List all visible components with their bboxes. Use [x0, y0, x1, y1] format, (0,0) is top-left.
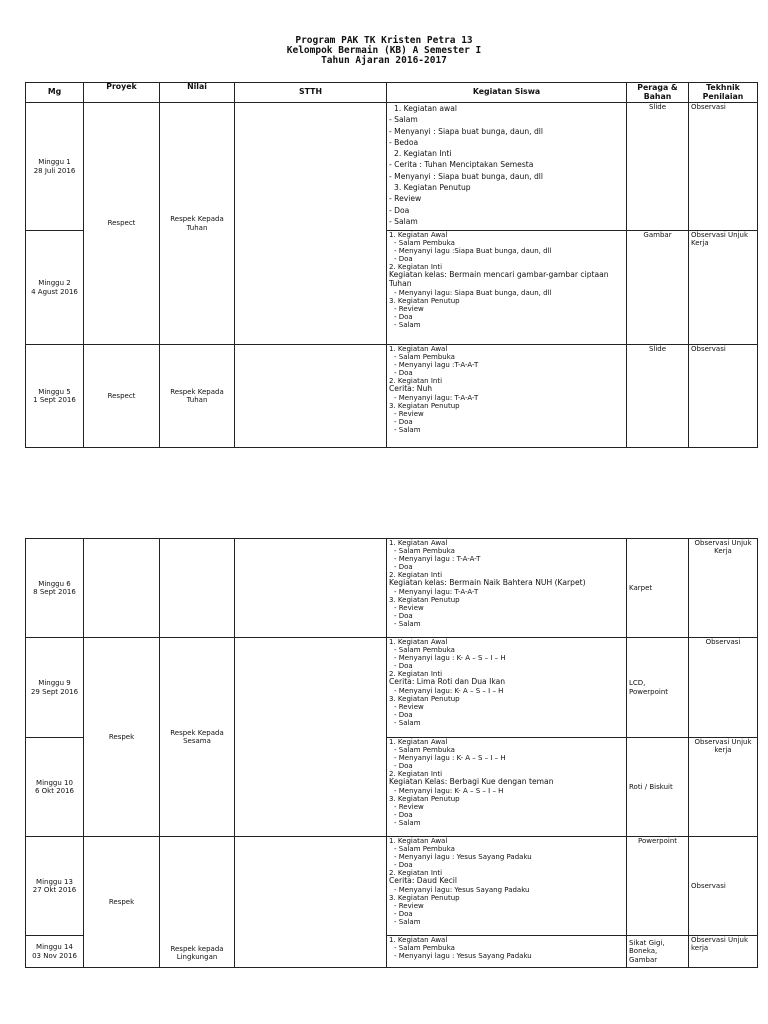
week-label: 27 Okt 2016	[32, 886, 77, 894]
week-cell	[26, 231, 84, 345]
activity-line: - Review	[394, 304, 424, 313]
activity-line: - Doa	[394, 662, 413, 671]
activity-line: - Review	[394, 902, 424, 911]
activity-line: - Menyanyi lagu: Yesus Sayang Padaku	[394, 886, 530, 895]
activity-line: 2. Kegiatan Inti	[394, 149, 452, 159]
activity-line: 1. Kegiatan Awal	[389, 837, 448, 845]
activity-line: - Salam	[394, 819, 421, 828]
table-header-row	[26, 83, 758, 103]
activity-line: 2. Kegiatan Inti	[389, 770, 443, 779]
activity-line: - Menyanyi lagu : K- A – S – I – H	[394, 654, 506, 663]
week-label: Minggu 5	[38, 387, 71, 396]
activity-line: 1. Kegiatan Awal	[389, 539, 448, 547]
activity-line: - Menyanyi : Siapa buat bunga, daun, dll	[389, 171, 544, 181]
activity-line: 1. Kegiatan Awal	[389, 738, 448, 746]
proyek-cell: Respect	[84, 103, 160, 345]
cell-text: Respek kepada Lingkungan	[170, 944, 224, 961]
activity-line: - Salam Pembuka	[394, 353, 455, 362]
activity-line: - Review	[394, 803, 424, 812]
activity-line: - Salam Pembuka	[394, 746, 455, 755]
proyek-cell: Respek	[84, 837, 160, 968]
activity-line: - Salam Pembuka	[394, 646, 455, 655]
stth-cell	[235, 103, 387, 345]
document-title: Program PAK TK Kristen Petra 13	[295, 35, 473, 46]
activity-line: - Doa	[394, 369, 413, 378]
activities-cell	[387, 837, 627, 936]
table-row	[26, 103, 758, 231]
activity-line: - Menyanyi lagu : T-A-A-T	[394, 555, 481, 564]
activity-line: 1. Kegiatan Awal	[389, 231, 448, 239]
teknik-cell	[689, 231, 758, 345]
activity-line: - Menyanyi lagu : Yesus Sayang Padaku	[394, 952, 532, 961]
activities-cell	[387, 738, 627, 837]
activity-line: - Salam	[394, 719, 421, 728]
activity-line: 2. Kegiatan Inti	[389, 377, 443, 386]
program-table-page-2	[25, 538, 758, 968]
week-cell	[26, 638, 84, 738]
activities-cell	[387, 936, 627, 968]
activity-line: - Doa	[394, 762, 413, 771]
activity-line: 1. Kegiatan awal	[394, 104, 458, 113]
activity-line: - Menyanyi lagu :Siapa Buat bunga, daun, dll	[394, 247, 552, 256]
nilai-cell	[160, 837, 235, 968]
activity-line: - Doa	[394, 312, 413, 321]
activity-line: - Salam Pembuka	[394, 239, 455, 248]
week-label: Minggu 10	[36, 778, 73, 787]
activity-line: - Menyanyi lagu : Yesus Sayang Padaku	[394, 853, 532, 862]
activity-line: 2. Kegiatan Inti	[389, 869, 443, 878]
week-label: 29 Sept 2016	[30, 687, 79, 696]
week-cell	[26, 539, 84, 638]
activity-line: - Review	[394, 410, 424, 419]
activity-line: 2. Kegiatan Inti	[389, 670, 443, 679]
table-row	[26, 539, 758, 638]
col-header-proyek: Proyek	[84, 83, 160, 103]
activity-line: 3. Kegiatan Penutup	[389, 795, 460, 804]
col-header-teknik: Tekhnik Penilaian	[689, 83, 758, 103]
activity-line: - Doa	[394, 711, 413, 720]
col-header-kegiatan: Kegiatan Siswa	[387, 83, 627, 103]
activity-line: 3. Kegiatan Penutup	[394, 183, 471, 193]
week-label: 1 Sept 2016	[33, 396, 76, 404]
document-subtitle: Kelompok Bermain (KB) A Semester I	[286, 45, 482, 56]
week-cell	[26, 936, 84, 968]
activity-line: Kegiatan kelas: Bermain mencari gambar-gambar ciptaan Tuhan	[389, 270, 609, 289]
stth-cell	[235, 539, 387, 638]
teknik-cell: Observasi	[689, 103, 758, 231]
peraga-cell: Sikat Gigi, Boneka, Gambar	[627, 936, 689, 968]
activity-line: 3. Kegiatan Penutup	[389, 894, 460, 903]
activity-line: - Salam	[389, 115, 418, 125]
week-label: 8 Sept 2016	[33, 588, 76, 596]
activity-line: 3. Kegiatan Penutup	[389, 296, 460, 305]
week-cell	[26, 103, 84, 231]
teknik-cell: Observasi	[689, 345, 758, 448]
week-label: Minggu 2	[38, 279, 71, 288]
week-label: 03 Nov 2016	[32, 951, 77, 960]
activity-line: - Salam	[394, 321, 421, 330]
activity-line: - Doa	[394, 910, 413, 919]
activities-cell	[387, 231, 627, 345]
activity-line: - Bedoa	[389, 137, 419, 147]
activity-line: - Doa	[394, 255, 413, 264]
nilai-cell: Respek Kepada Sesama	[160, 638, 235, 837]
week-label: 28 Juli 2016	[33, 166, 76, 175]
proyek-cell: Respek	[84, 638, 160, 837]
activity-line: - Menyanyi lagu :T-A-A-T	[394, 361, 479, 370]
table-row	[26, 638, 758, 738]
activity-line: Kegiatan kelas: Bermain Naik Bahtera NUH (Karpet)	[389, 578, 586, 588]
activity-line: - Salam	[389, 216, 418, 226]
peraga-cell: Powerpoint	[627, 837, 689, 936]
week-label: 6 Okt 2016	[34, 787, 75, 795]
col-header-mg: Mg	[26, 83, 84, 103]
peraga-cell: Gambar	[627, 231, 689, 345]
activity-line: 2. Kegiatan Inti	[389, 571, 443, 580]
week-label: 4 Agust 2016	[31, 287, 78, 296]
activity-line: - Salam	[394, 426, 421, 435]
activity-line: 2. Kegiatan Inti	[389, 263, 443, 272]
week-label: Minggu 13	[36, 877, 73, 886]
activity-line: - Menyanyi lagu: Siapa Buat bunga, daun, dll	[394, 288, 552, 297]
document-year: Tahun Ajaran 2016-2017	[321, 55, 447, 66]
peraga-cell: Slide	[627, 103, 689, 231]
week-cell	[26, 345, 84, 448]
activity-line: - Doa	[394, 418, 413, 427]
activity-line: 1. Kegiatan Awal	[389, 345, 448, 353]
activity-line: - Doa	[394, 563, 413, 572]
proyek-cell	[84, 539, 160, 638]
activity-line: - Doa	[394, 861, 413, 870]
activity-line: - Doa	[389, 205, 410, 215]
activities-cell	[387, 103, 627, 231]
activity-line: - Salam Pembuka	[394, 547, 455, 556]
week-cell	[26, 837, 84, 936]
proyek-cell: Respect	[84, 345, 160, 448]
activity-line: - Salam	[394, 918, 421, 927]
week-cell	[26, 738, 84, 837]
activity-line: - Menyanyi lagu: T-A-A-T	[394, 394, 479, 403]
activity-line: - Menyanyi lagu : K- A – S – I – H	[394, 754, 506, 763]
week-label: Minggu 1	[38, 158, 71, 167]
table-row	[26, 837, 758, 936]
activity-line: 1. Kegiatan Awal	[389, 638, 448, 646]
activity-line: - Menyanyi lagu: K- A – S – I – H	[394, 787, 504, 796]
activity-line: 3. Kegiatan Penutup	[389, 402, 460, 411]
activity-line: - Menyanyi lagu: K- A – S – I – H	[394, 687, 504, 696]
activities-cell	[387, 345, 627, 448]
program-table-page-1	[25, 82, 758, 448]
teknik-cell: Observasi Unjuk kerja	[689, 738, 758, 837]
nilai-cell	[160, 539, 235, 638]
activity-line: - Salam	[394, 620, 421, 629]
activity-line: Cerita: Lima Roti dan Dua Ikan	[389, 677, 506, 687]
activity-line: 3. Kegiatan Penutup	[389, 695, 460, 704]
activities-cell	[387, 638, 627, 738]
teknik-cell: Observasi Unjuk kerja	[689, 936, 758, 968]
teknik-cell: Observasi	[689, 638, 758, 738]
activity-line: - Menyanyi lagu: T-A-A-T	[394, 588, 479, 597]
activity-line: - Doa	[394, 811, 413, 820]
activity-line: Cerita: Nuh	[389, 384, 433, 394]
peraga-cell: Slide	[627, 345, 689, 448]
activity-line: Cerita: Daud Kecil	[389, 876, 458, 886]
teknik-cell: Observasi	[689, 837, 758, 936]
activities-cell	[387, 539, 627, 638]
activity-line: 1. Kegiatan Awal	[389, 936, 448, 944]
activity-line: - Review	[389, 194, 422, 204]
peraga-cell: Roti / Biskuit	[627, 738, 689, 837]
activity-line: - Review	[394, 703, 424, 712]
peraga-cell: Karpet	[627, 539, 689, 638]
col-header-nilai: Nilai	[160, 83, 235, 103]
stth-cell	[235, 837, 387, 968]
week-label: Minggu 9	[38, 679, 71, 688]
table-row	[26, 345, 758, 448]
col-header-stth: STTH	[235, 83, 387, 103]
activity-line: - Salam Pembuka	[394, 845, 455, 854]
nilai-cell: Respek Kepada Tuhan	[160, 345, 235, 448]
col-header-peraga: Peraga & Bahan	[627, 83, 689, 103]
stth-cell	[235, 345, 387, 448]
nilai-cell: Respek Kepada Tuhan	[160, 103, 235, 345]
stth-cell	[235, 638, 387, 837]
cell-text: Observasi Unjuk Kerja	[691, 231, 749, 248]
activity-line: - Salam Pembuka	[394, 944, 455, 953]
week-label: Minggu 14	[36, 943, 73, 952]
teknik-cell: Observasi Unjuk Kerja	[689, 539, 758, 638]
activity-line: - Doa	[394, 612, 413, 621]
activity-line: 3. Kegiatan Penutup	[389, 596, 460, 605]
peraga-cell: LCD, Powerpoint	[627, 638, 689, 738]
week-label: Minggu 6	[38, 579, 71, 588]
activity-line: Kegiatan Kelas: Berbagi Kue dengan teman	[389, 777, 554, 787]
activity-line: - Cerita : Tuhan Menciptakan Semesta	[389, 160, 534, 170]
activity-line: - Review	[394, 604, 424, 613]
activity-line: - Menyanyi : Siapa buat bunga, daun, dll	[389, 126, 544, 136]
